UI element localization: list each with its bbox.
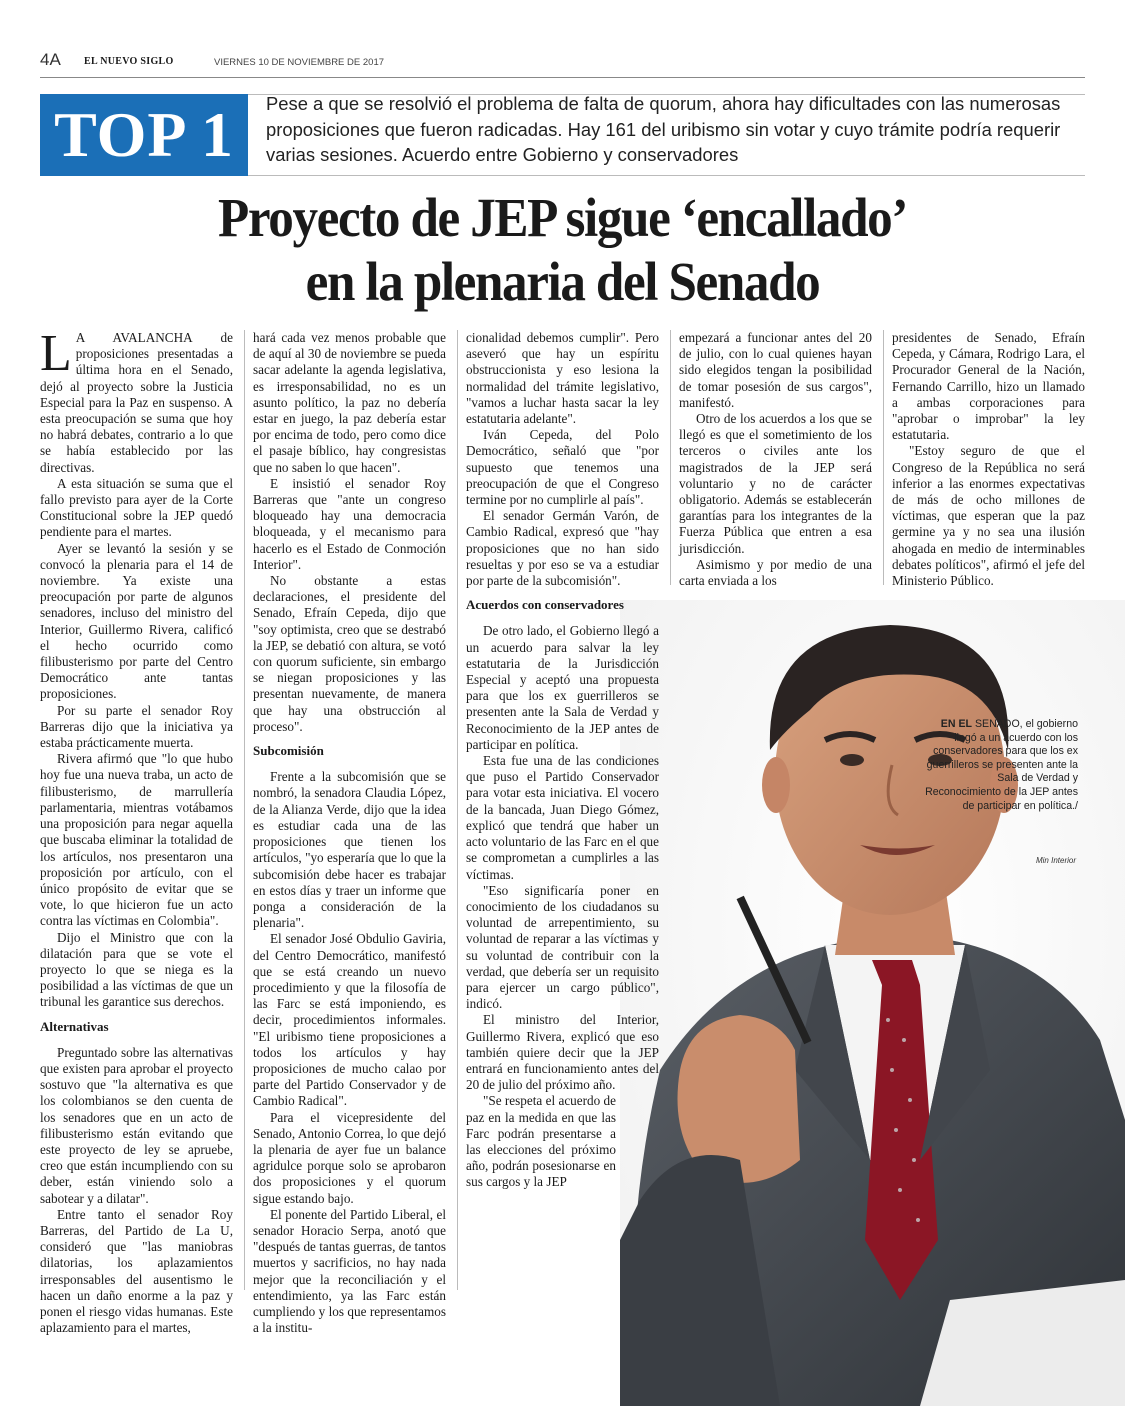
article-paragraph: E insistió el senador Roy Barreras que "ante un congreso bloqueado hay una democracia bloqueada, y el mecanismo para hacerlo es el Estado de Conmoción Interior". [253, 475, 446, 572]
subheading-acuerdos: Acuerdos con conservadores [466, 597, 624, 613]
subheading-subcomision: Subcomisión [253, 743, 324, 759]
article-paragraph: El ministro del Interior, Guillermo Rivera, explicó que eso también quiere decir que la JEP entrará en funcionamiento antes del 20 de julio del próximo año. [466, 1012, 659, 1093]
section-badge [40, 94, 248, 176]
article-paragraph: Frente a la subcomisión que se nombró, la senadora Claudia López, de la Alianza Verde, dijo que la idea es estudiar cada una de las proposiciones que tienen los artículos, "yo esperaría que lo que la subcomisión debe hacer es trabajar en estos días y traer un informe que ponga a consideración de la plenaria". [253, 769, 446, 931]
article-paragraph: "Se respeta el acuerdo de paz en la medida en que las Farc podrán presentarse a las elecciones del próximo año, podrán posesionarse en sus cargos y la JEP [466, 1093, 616, 1190]
article-paragraph: L A AVALANCHA de proposiciones presentadas a última hora en el Senado, dejó al proyecto sobre la Justicia Especial para la Paz en suspenso. A esta preocupación se suma que hoy no habrá debates, contrario a lo que se había establecido por las directivas. [40, 325, 233, 475]
article-column-5 [892, 330, 1085, 589]
article-paragraph: "Estoy seguro de que el Congreso de la República no será inferior a las enormes expectativas de más de ocho millones de víctimas, que esperan que la paz germine ya y no sea una ilusión ahogada en medio de interminables debates políticos", afirmó el jefe del Ministerio Público. [892, 443, 1085, 589]
article-paragraph: El senador José Obdulio Gaviria, del Centro Democrático, manifestó que se está creando un nuevo procedimiento y que la filosofía de las Farc se está imponiendo, es decir, procedimientos informales. "El uribismo tiene proposiciones a todos los artículos y hay proposiciones de mucho calao por parte del Partido Conservador y de Cambio Radical". [253, 931, 446, 1109]
article-paragraph: Preguntado sobre las alternativas que existen para aprobar el proyecto sostuvo que "la alternativa es que los colombianos se den cuenta de los senadores que en un acto de filibusterismo están evitando que este proyecto de ley se apruebe, creo que están incumpliendo con su deber, están viniendo solo a sabotear y a dilatar". [40, 1044, 233, 1206]
article-paragraph: Ayer se levantó la sesión y se convocó la plenaria para el 14 de noviembre. Ya existe una preocupación por parte de algunos senadores, incluso del ministro del Interior, Guillermo Rivera, calificó el hecho ocurrido como filibusterismo por parte del Centro Democrático ante tantas proposiciones. [40, 540, 233, 702]
article-paragraph: Entre tanto el senador Roy Barreras, del Partido de La U, consideró que "las maniobras dilatorias, los aplazamientos irresponsables del ausentismo le hacen un daño enorme a la paz y ponen el riesgo vidas humanas. Este aplazamiento para el martes, [40, 1206, 233, 1336]
page-number: 4A [40, 50, 61, 69]
article-paragraph: Otro de los acuerdos a los que se llegó es que el sometimiento de los terceros o civiles ante los magistrados de la JEP será voluntario y no de carácter obligatorio. Además se establecerán garantías para los integrantes de la Fuerza Pública que entren a esa jurisdicción. [679, 411, 872, 556]
article-paragraph: cionalidad debemos cumplir". Pero aseveró que hay un espíritu obstruccionista y eso lesiona la normalidad del trámite legislativo, "vamos a luchar hasta sacar la ley estatutaria adelante". [466, 330, 659, 427]
drop-cap: L [40, 325, 72, 382]
article-paragraph: Dijo el Ministro que con la dilatación para que se vote el proyecto lo que se niega es la posibilidad a las víctimas de que un tribunal les garantice sus derechos. [40, 929, 233, 1010]
article-column-2 [253, 330, 446, 1336]
column-divider [670, 330, 671, 585]
article-paragraph: Para el vicepresidente del Senado, Antonio Correa, lo que dejó la plenaria de ayer fue un balance agridulce porque solo se aprobaron dos proposiciones y el quorum sigue estando bajo. [253, 1109, 446, 1206]
headline-line-2: en la plenaria del Senado [305, 251, 820, 312]
headline [77, 186, 1049, 314]
subheading-alternativas: Alternativas [40, 1018, 109, 1034]
publication-date: VIERNES 10 DE NOVIEMBRE DE 2017 [214, 57, 385, 68]
photo-caption [920, 718, 1078, 813]
column-divider [883, 330, 884, 585]
article-paragraph: presidentes de Senado, Efraín Cepeda, y Cámara, Rodrigo Lara, el Procurador General de la Nación, Fernando Carrillo, hizo un llamado a ambas corporaciones para "aprobar o improbar" la ley estatutaria. [892, 330, 1085, 443]
column-divider [457, 330, 458, 1290]
article-column-1 [40, 325, 233, 1336]
article-paragraph: "Eso significaría poner en conocimiento de los ciudadanos su voluntad de arrepentimiento, su voluntad de reparar a las víctimas y su voluntad de contribuir con la verdad, que debería ser un requisito para ejercer un cargo público", indicó. [466, 882, 659, 1012]
headline-line-1: Proyecto de JEP sigue ‘encallado’ [218, 187, 907, 248]
page-folio [40, 50, 1085, 78]
article-paragraph: Por su parte el senador Roy Barreras dijo que la iniciativa ya estaba prácticamente muerta. [40, 702, 233, 751]
caption-lead: EN EL [940, 718, 972, 730]
section-label: TOP 1 [54, 99, 234, 170]
article-column-4 [679, 330, 872, 589]
article-paragraph: A esta situación se suma que el fallo previsto para ayer de la Corte Constitucional sobre la JEP quedó pendiente para el martes. [40, 475, 233, 540]
lead-summary: Pese a que se resolvió el problema de falta de quorum, ahora hay dificultades con las numerosas proposiciones que fueron radicadas. Hay 161 del uribismo sin votar y cuyo trámite podría requerir varias sesiones. Acuerdo entre Gobierno y conservadores [266, 93, 1061, 165]
article-paragraph: De otro lado, el Gobierno llegó a un acuerdo para salvar la ley estatutaria de la Jurisdicción Especial y aceptó una propuesta para que los ex guerrilleros se presenten ante la Sala de Verdad y Reconocimiento de la JEP antes de participar en política. [466, 623, 659, 752]
article-paragraph: Rivera afirmó que "lo que hubo hoy fue una nueva traba, un acto de filibusterismo, de marrullería parlamentaria, mientras votábamos una proposición para negar aquella que buscaba eliminar la totalidad de los artículos, nos presentaron una proposición por artículo, con el único propósito de evitar que se vote, lo que hicieron fue un acto contra las víctimas en Colombia". [40, 751, 233, 929]
article-paragraph: Iván Cepeda, del Polo Democrático, señaló que "por supuesto que tenemos una preocupación de que el Congreso termine por no cumplirle al país". [466, 427, 659, 508]
article-paragraph: Asimismo y por medio de una carta enviada a los [679, 556, 872, 589]
caption-text: SENADO, el gobierno llegó a un acuerdo con los conservadores para que los ex guerrilleros se presenten ante la Sala de Verdad y Reconocimiento de la JEP antes de participar en política./ [925, 718, 1078, 812]
article-paragraph: No obstante a estas declaraciones, el presidente del Senado, Efraín Cepeda, dijo que "soy optimista, creo que se destrabó la JEP, se debatió con altura, se votó con quorum suficiente, sin embargo se niegan proposiciones y las presentan nuevamente, de manera que hay una obstrucción al proceso". [253, 573, 446, 734]
article-column-3 [466, 330, 659, 1191]
article-paragraph: Esta fue una de las condiciones que puso el Partido Conservador para votar esta iniciativa. El vocero de la bancada, Juan Diego Gómez, explicó que tendrá que haber un acto voluntario de las Farc en el que se comprometan a cumplirles a las víctimas. [466, 753, 659, 882]
article-paragraph: El senador Germán Varón, de Cambio Radical, expresó que "hay proposiciones que no han sido resueltas y por eso se va a estudiar por parte de la subcomisión". [466, 508, 659, 589]
article-paragraph: empezará a funcionar antes del 20 de julio, con lo cual quienes hayan sido elegidos tengan la posibilidad de tomar posesión de sus cargos", manifestó. [679, 330, 872, 410]
article-paragraph: El ponente del Partido Liberal, el senador Horacio Serpa, anotó que "después de tantas guerras, de tantos muertos y sacrificios, no hay nada mejor que la reconciliación y el entendimiento, ya las Farc están cumpliendo y los que representamos a la institu- [253, 1206, 446, 1336]
column-divider [244, 330, 245, 1290]
publication-name: EL NUEVO SIGLO [84, 56, 174, 67]
photo-credit: Min Interior [1035, 856, 1076, 865]
article-paragraph: hará cada vez menos probable que de aquí al 30 de noviembre se pueda sacar adelante la agenda legislativa, es irresponsabilidad, no es un asunto político, la paz no debería estar en juego, la paz debería estar por encima de todo, pero como dice el pasaje bíblico, hay congresistas que no saben lo que hacen". [253, 330, 446, 475]
